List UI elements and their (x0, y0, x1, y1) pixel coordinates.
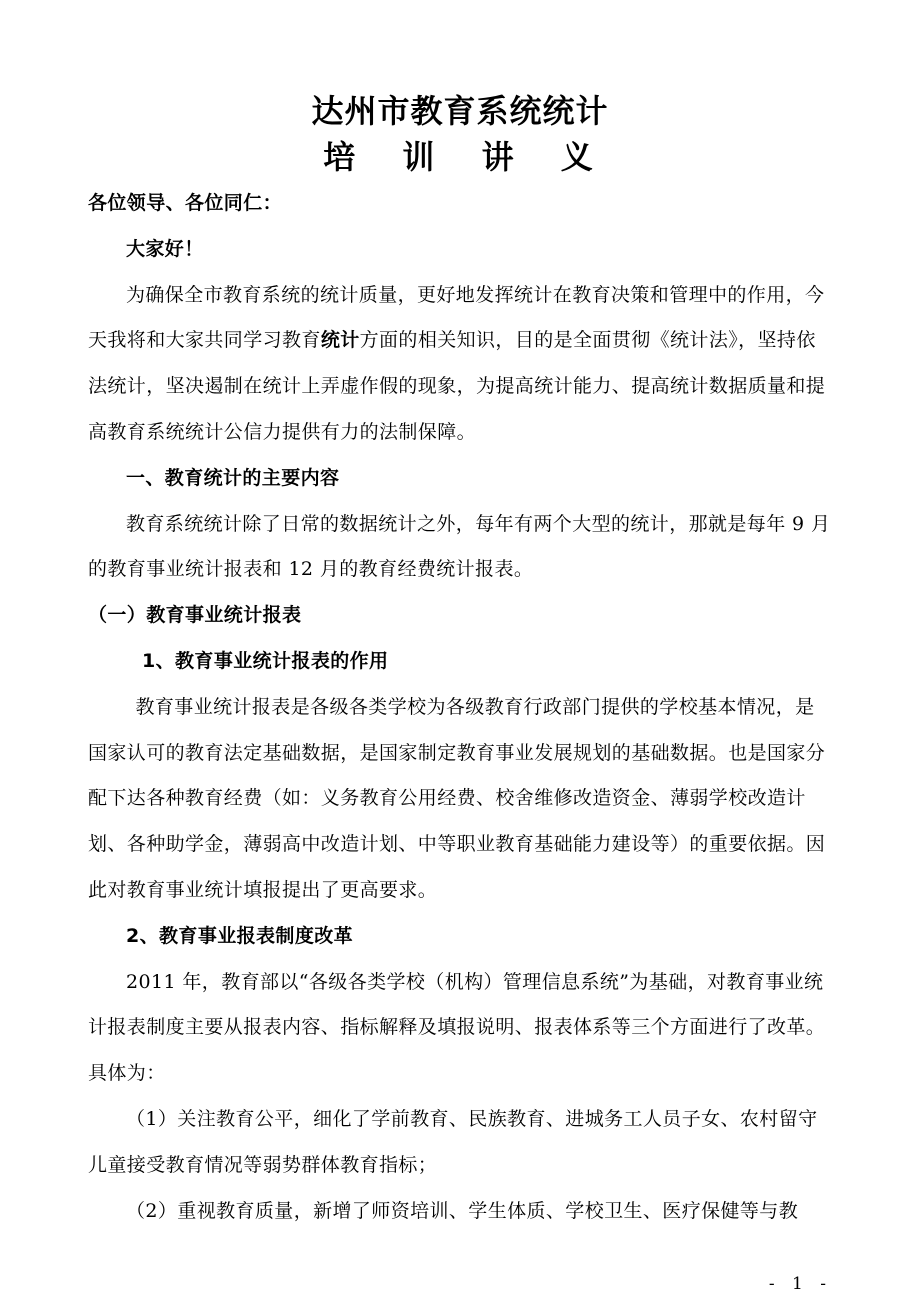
intro-emphasis: 统计 (320, 329, 360, 352)
item2-heading: 2、教育事业报表制度改革 (126, 924, 354, 947)
section-heading-1: 一、教育统计的主要内容 (126, 466, 340, 489)
document-title: 达州市教育系统统计 (311, 92, 609, 130)
point-1: （1）关注教育公平，细化了学前教育、民族教育、进城务工人员子女、农村留守儿童接受教育情况等弱势群体教育指标； (88, 1107, 818, 1176)
point-2: （2）重视教育质量，新增了师资培训、学生体质、学校卫生、医疗保健等与教 (126, 1199, 799, 1222)
page-number: - 1 - (768, 1274, 832, 1294)
greeting: 大家好！ (126, 237, 204, 260)
intro-text-part2: 方面的相关知识，目的是全面贯彻《统计法》，坚持依法统计，坚决遏制在统计上弄虚作假的现象，为提高统计能力、提高统计数据质量和提高教育系统统计公信力提供有力的法制保障。 (88, 329, 826, 443)
item1-heading: 1、教育事业统计报表的作用 (142, 649, 389, 672)
item2-paragraph: 2011 年，教育部以“各级各类学校（机构）管理信息系统”为基础，对教育事业统计报表制度主要从报表内容、指标解释及填报说明、报表体系等三个方面进行了改革。具体为： (88, 970, 826, 1085)
intro-text-part1: 为确保全市教育系统的统计质量，更好地发挥统计在教育决策和管理中的作用，今天我将和大家共同学习教育 (88, 283, 825, 352)
subsection-heading-1: （一）教育事业统计报表 (88, 604, 302, 627)
item1-paragraph: 教育事业统计报表是各级各类学校为各级教育行政部门提供的学校基本情况，是国家认可的教育法定基础数据，是国家制定教育事业发展规划的基础数据。也是国家分配下达各种教育经费（如：义务教育公用经费、校舍维修改造资金、薄弱学校改造计划、各种助学金，薄弱高中改造计划、中等职业教育基础能力建设等）的重要依据。因此对教育事业统计填报提出了更高要求。 (88, 695, 826, 901)
section1-paragraph: 教育系统统计除了日常的数据统计之外，每年有两个大型的统计，那就是每年 9 月的教育事业统计报表和 12 月的教育经费统计报表。 (88, 512, 831, 581)
salutation: 各位领导、各位同仁： (88, 192, 283, 214)
document-body (88, 181, 833, 1234)
intro-paragraph (88, 273, 833, 456)
document-subtitle: 培 训 讲 义 (323, 138, 611, 176)
